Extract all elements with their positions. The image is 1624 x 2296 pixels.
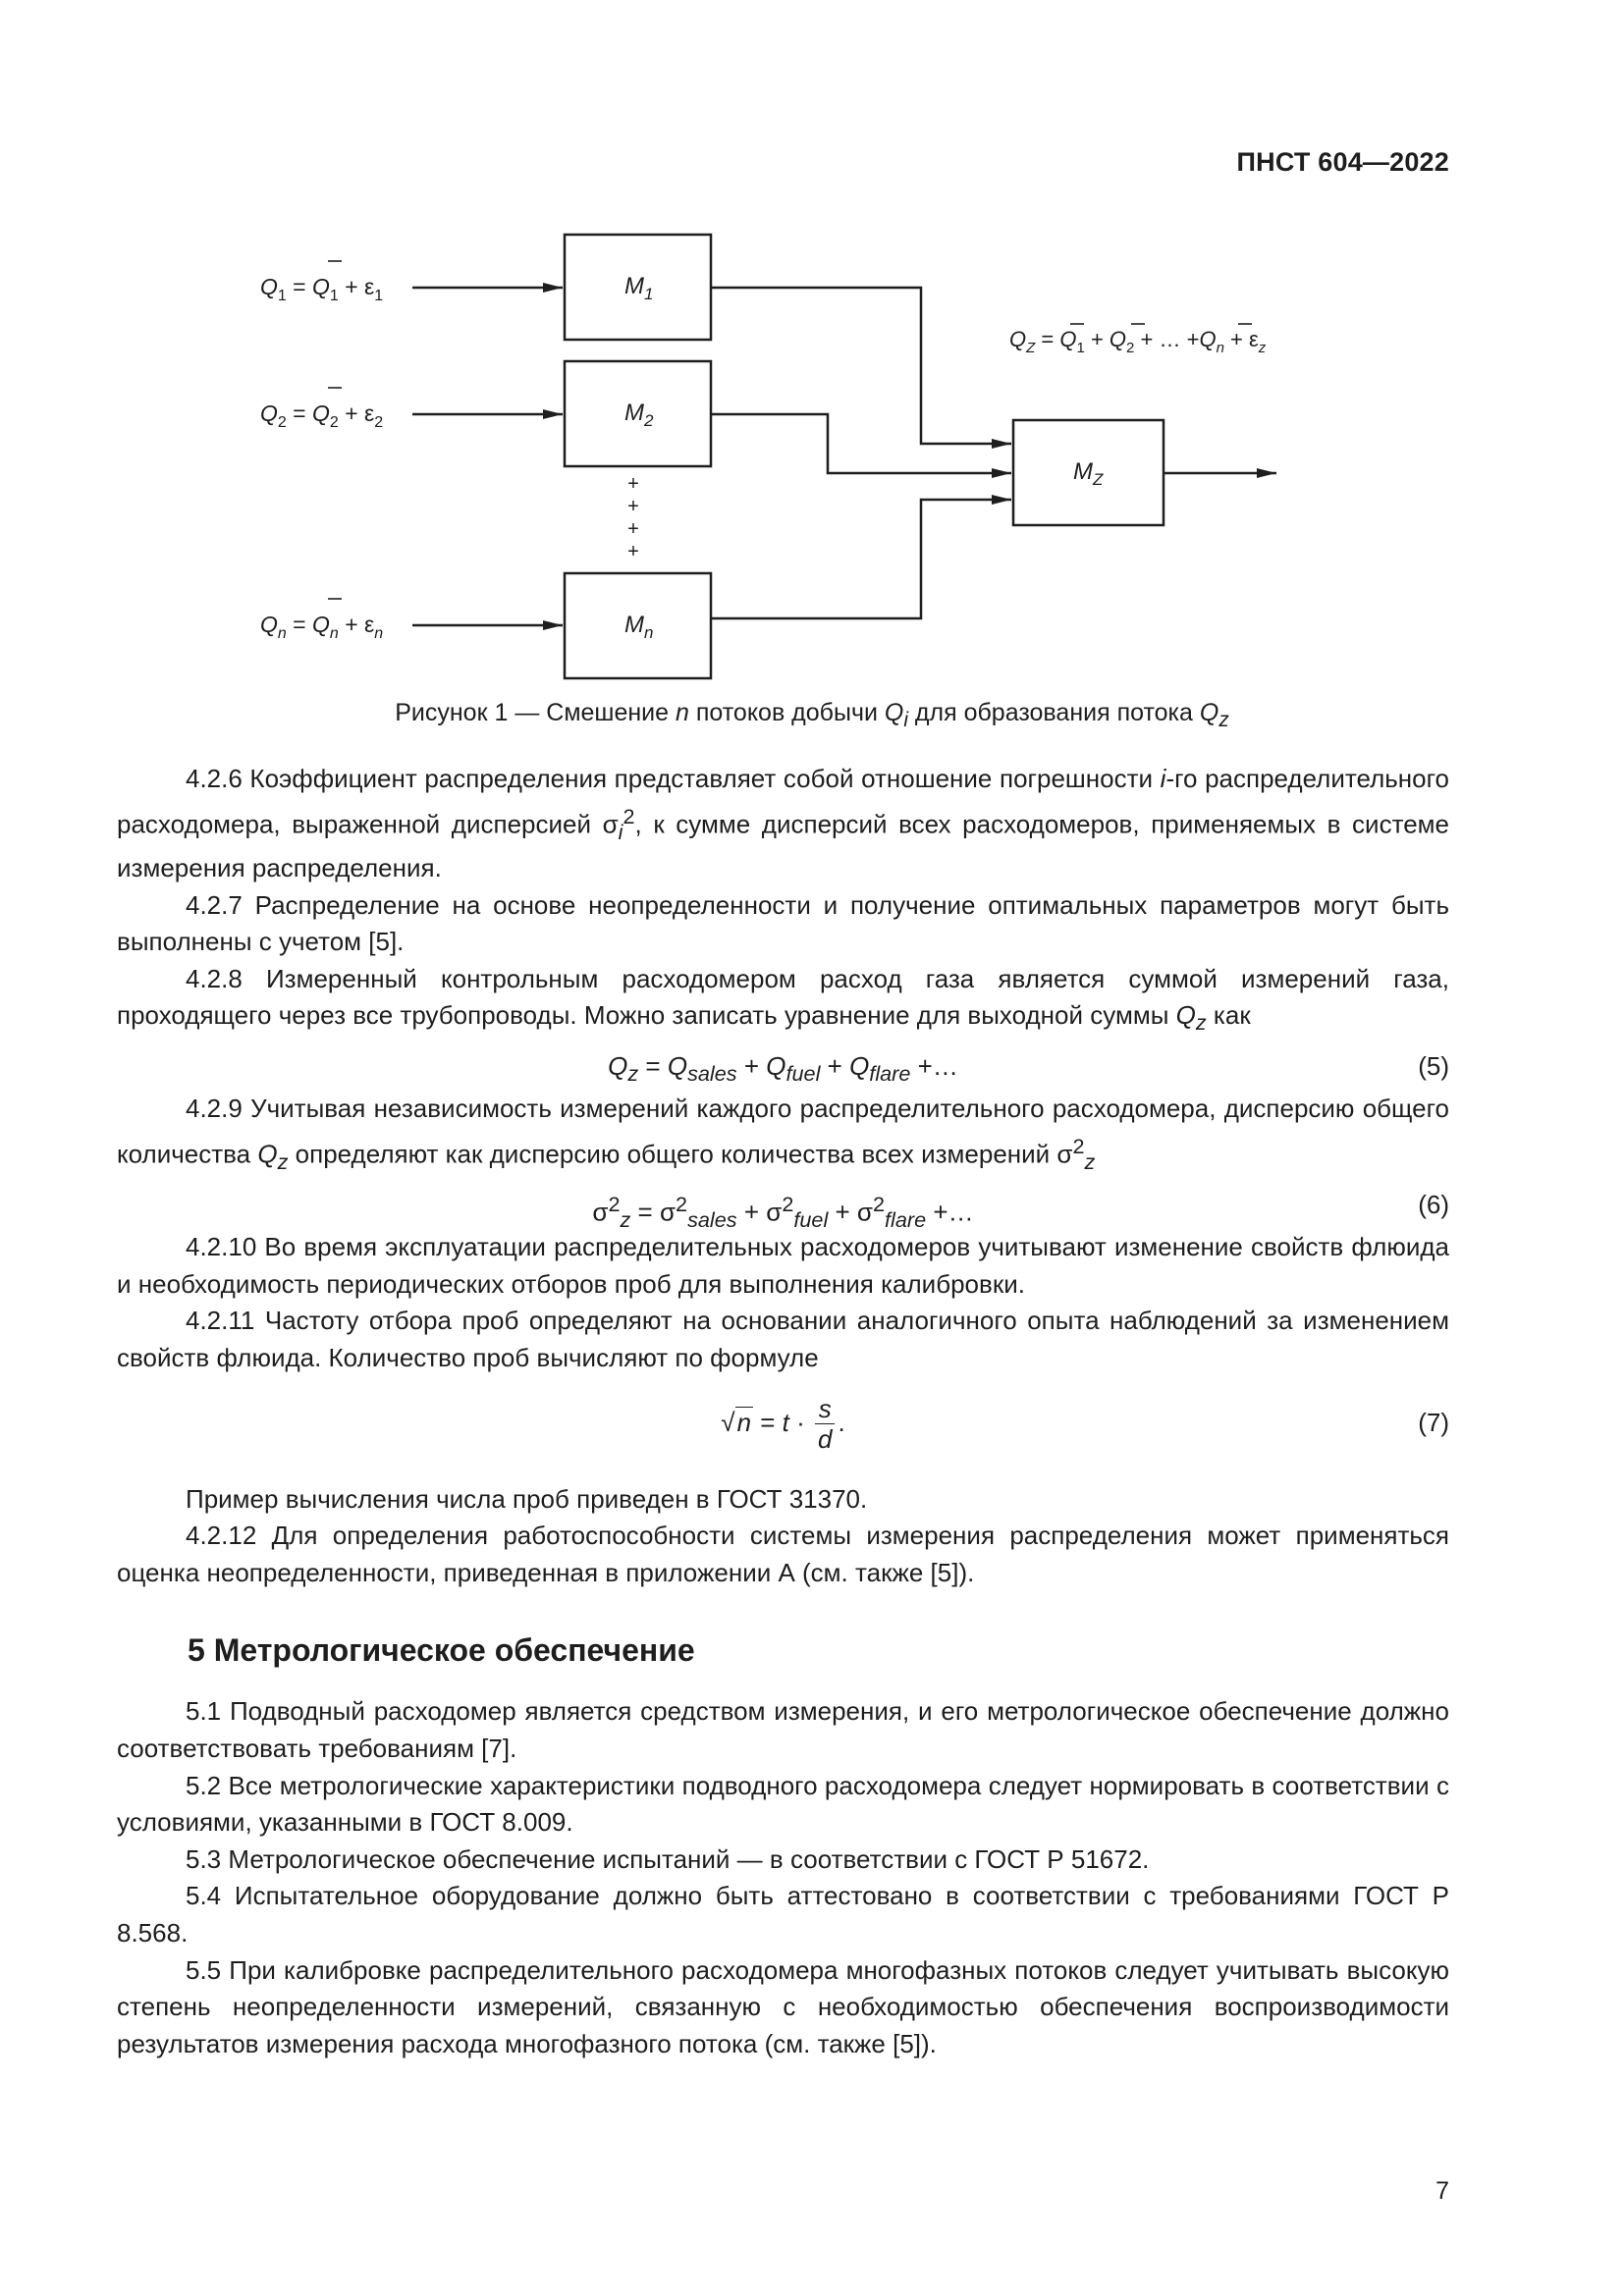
input-formula-1: $Q_1 = Q_1 + \varepsilon_1$ — [260, 274, 384, 304]
block-mn-label: $M_n$ — [624, 612, 654, 642]
paragraph-5-4: 5.4 Испытательное оборудование должно быть аттестовано в соответствии с требованиями ГОСТ Р 8.568. — [117, 1881, 1449, 1948]
paragraph-4-2-6: 4.2.6 Коэффициент распределения представляет собой отношение погрешности i-го распределительного расходомера, выраженной дисперсией $\sigma_i^2$, к сумме дисперсий всех расходомеров, применяемых в системе измерения распределения. — [117, 764, 1449, 883]
block-mz-label: $M_Z$ — [1073, 458, 1104, 489]
paragraph-4-2-8: 4.2.8 Измеренный контрольным расходомером расход газа является суммой измерений газа, проходящего через все трубопроводы. Можно записать уравнение для выходной суммы $Q_z$ как — [117, 963, 1449, 1036]
equation-6: $\sigma^2_z = \sigma^2_{sales} + \sigma^2_{fuel} + \sigma^2_{flare}$ +… (6) — [117, 1180, 1449, 1229]
equation-7: √n = t · $\frac{s}{d}$ . (7) — [117, 1383, 1449, 1462]
paragraph-4-2-10: 4.2.10 Во время эксплуатации распределительных расходомеров учитывают изменение свойств флюида и необходимость периодических отборов проб для выполнения калибровки. — [117, 1232, 1449, 1299]
block-m1-label: $M_1$ — [624, 273, 654, 303]
paragraph-5-2: 5.2 Все метрологические характеристики подводного расходомера следует нормировать в соответствии с условиями, указанными в ГОСТ 8.009. — [117, 1770, 1449, 1838]
plus-mark: + — [627, 473, 639, 495]
equation-number: (5) — [1418, 1051, 1449, 1082]
paragraph-5-3: 5.3 Метрологическое обеспечение испытаний — в соответствии с ГОСТ Р 51672. — [186, 1843, 1150, 1874]
block-m2-label: $M_2$ — [624, 400, 654, 430]
body-text — [117, 761, 1449, 2062]
figure-caption: Рисунок 1 — Смешение n потоков добычи $Q_i$ для образования потока $Q_z$ — [395, 699, 1229, 731]
input-formula-n: $Q_n = Q_n + \varepsilon_n$ — [260, 612, 384, 642]
equation-5: $Q_z = Q_{sales} + Q_{fuel} + Q_{flare}$ +… (5) — [117, 1041, 1449, 1091]
paragraph-4-2-9: 4.2.9 Учитывая независимость измерений каждого распределительного расходомера, дисперсию общего количества $Q_z$ определяют как дисперсию общего количества всех измерений $\sigma^2_z$ — [117, 1094, 1449, 1174]
section-5-title: 5 Метрологическое обеспечение — [188, 1632, 695, 1669]
flow-mixing-diagram — [0, 0, 1624, 746]
paragraph-5-1: 5.1 Подводный расходомер является средством измерения, и его метрологическое обеспечение должно соответствовать требованиям [7]. — [117, 1696, 1449, 1763]
paragraph-4-2-7: 4.2.7 Распределение на основе неопределенности и получение оптимальных параметров могут быть выполнены с учетом [5]. — [117, 889, 1449, 957]
document-code: ПНСТ 604—2022 — [1236, 147, 1449, 177]
plus-mark: + — [627, 541, 639, 562]
example-note: Пример вычисления числа проб приведен в ГОСТ 31370. — [186, 1483, 868, 1514]
input-formula-2: $Q_2 = Q_2 + \varepsilon_2$ — [260, 400, 384, 431]
plus-mark: + — [627, 496, 639, 517]
paragraph-5-5: 5.5 При калибровке распределительного расходомера многофазных потоков следует учитывать высокую степень неопределенности измерений, связанную с необходимостью обеспечения воспроизводимости результатов измерения расхода многофазного потока (см. также [5]). — [117, 1954, 1449, 2058]
paragraph-4-2-12: 4.2.12 Для определения работоспособности системы измерения распределения может применяться оценка неопределенности, приведенная в приложении А (см. также [5]). — [117, 1521, 1449, 1587]
page-number: 7 — [1435, 2177, 1449, 2205]
connector-m1-mz — [711, 288, 1011, 444]
equation-number: (7) — [1418, 1407, 1449, 1437]
paragraph-4-2-11: 4.2.11 Частоту отбора проб определяют на основании аналогичного опыта наблюдений за изменением свойств флюида. Количество проб вычисляют по формуле — [117, 1306, 1449, 1372]
connector-mn-mz — [711, 500, 1011, 618]
equation-number: (6) — [1418, 1190, 1449, 1220]
plus-mark: + — [627, 518, 639, 540]
output-formula: $Q_Z = Q_1 + Q_2$ + … $+Q_n + \varepsilon_z$ — [1009, 327, 1267, 356]
